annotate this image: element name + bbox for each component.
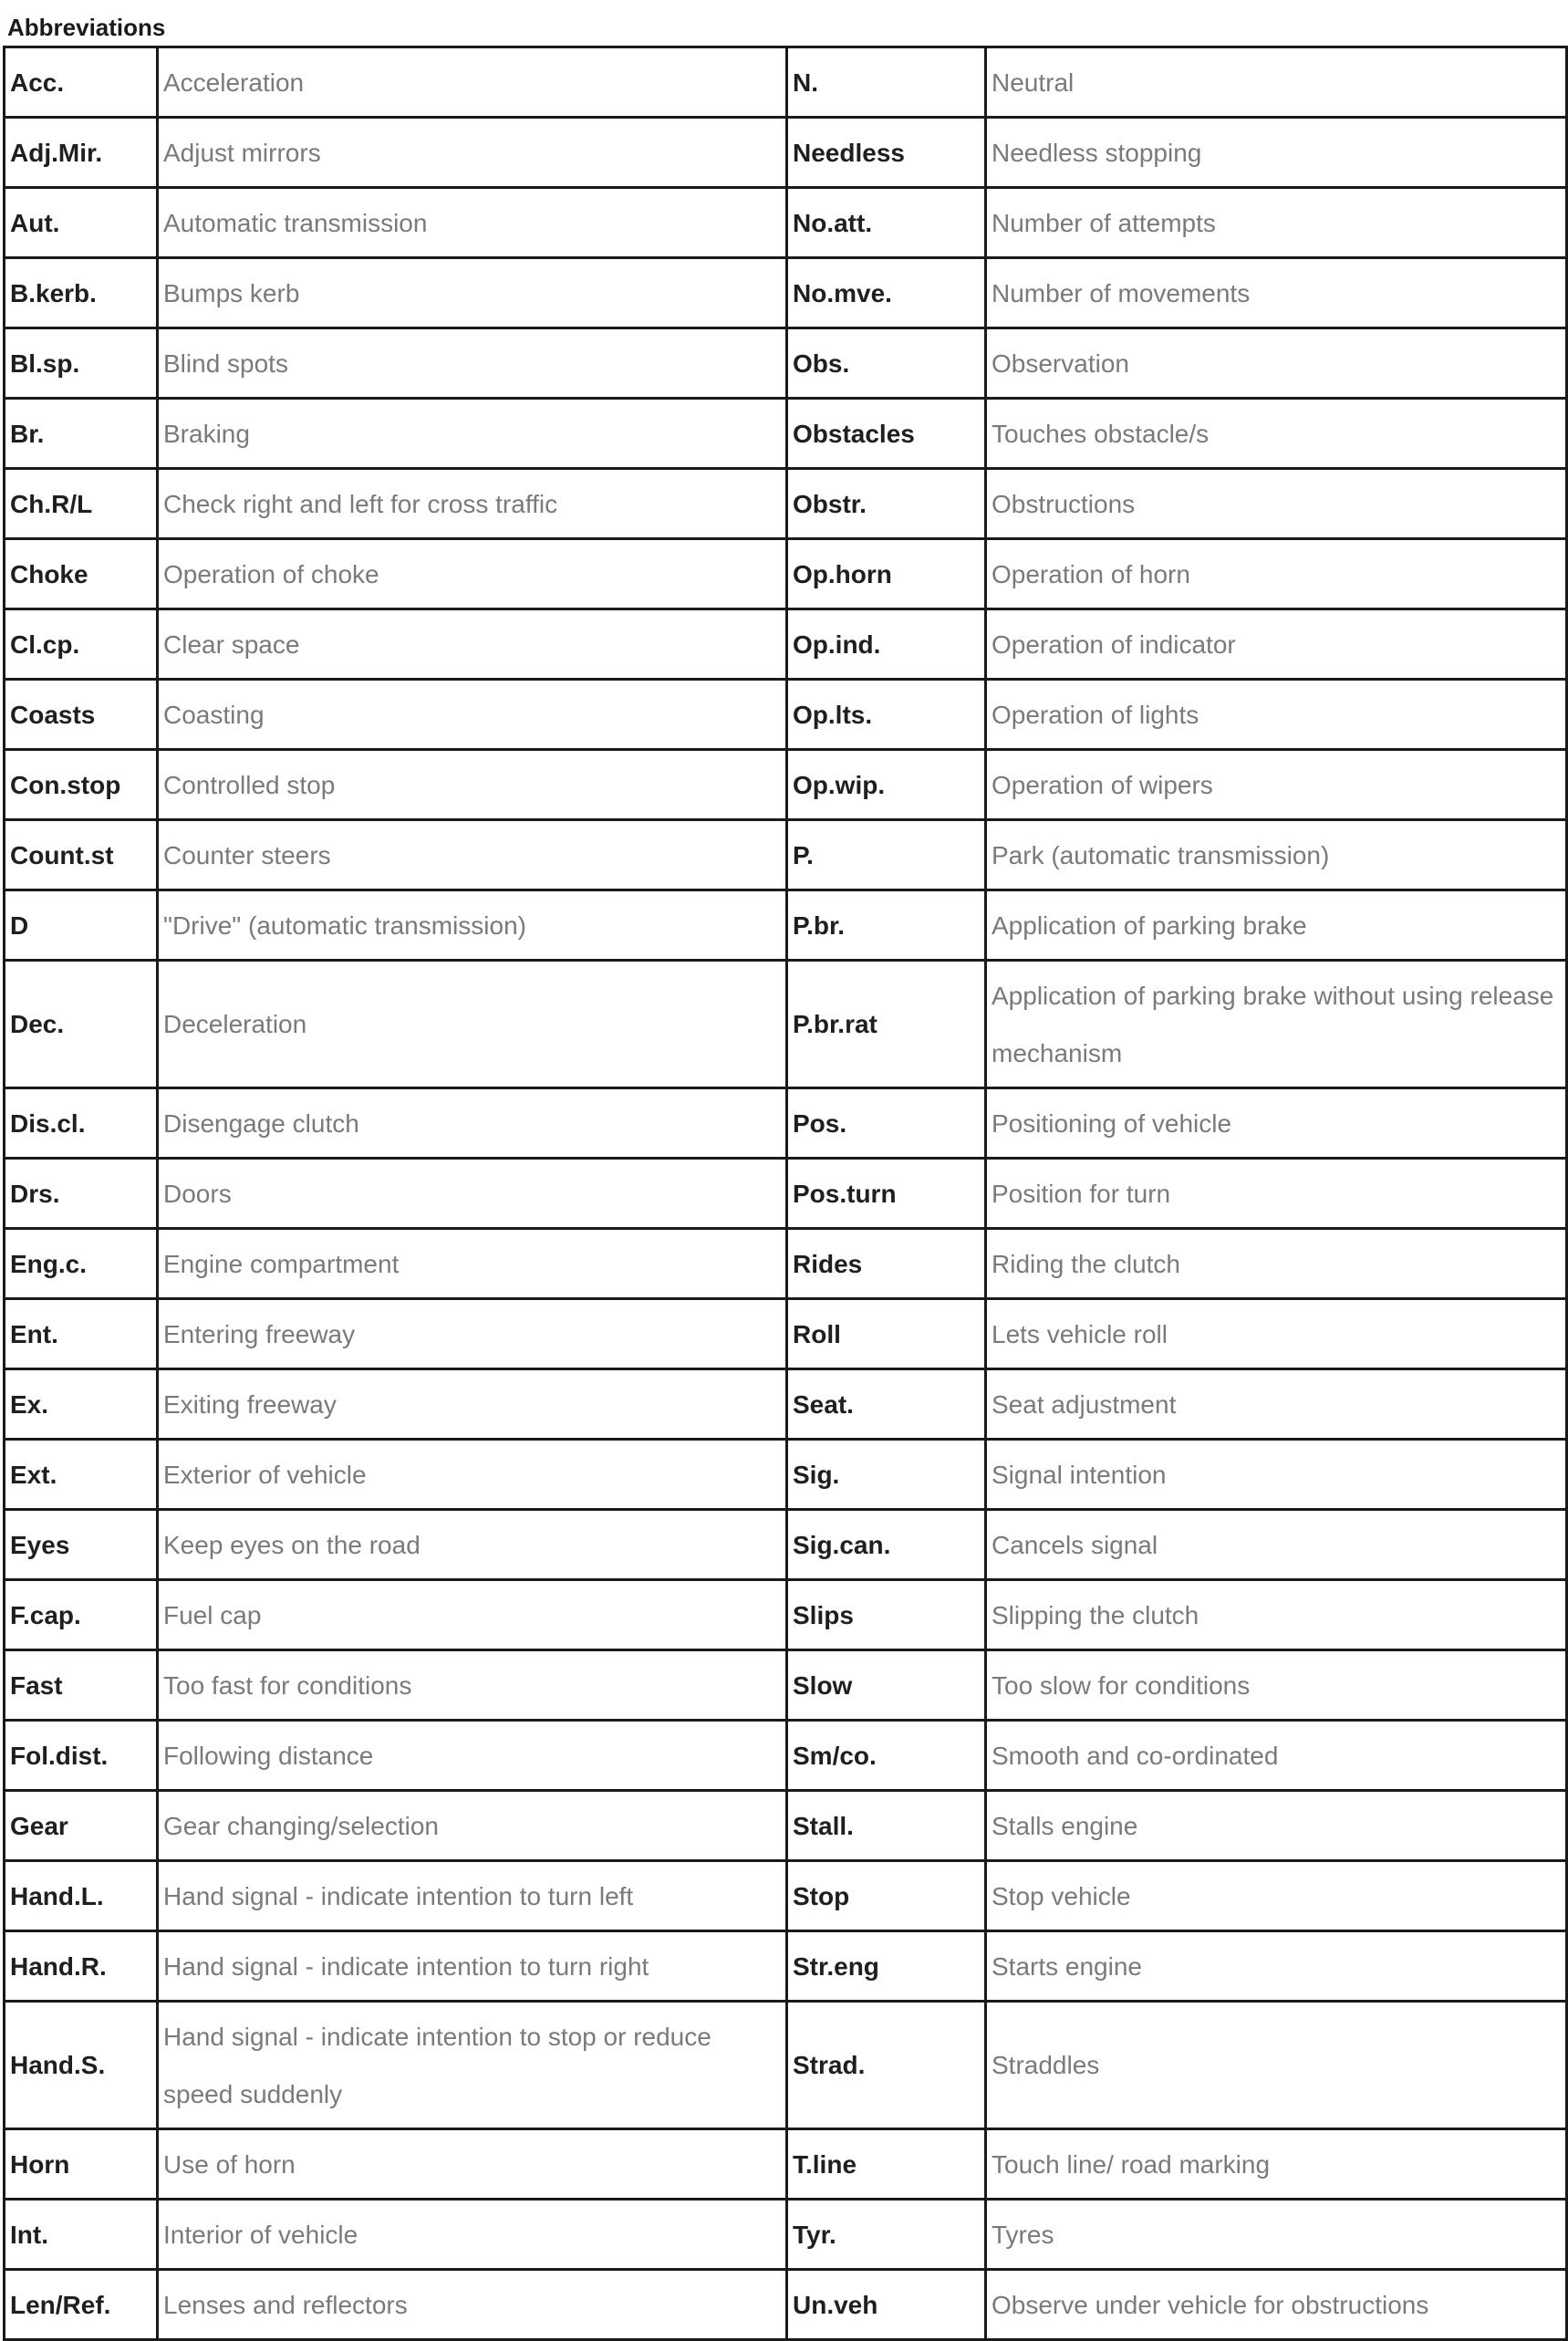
- left-abbreviation: Fol.dist.: [5, 1721, 158, 1791]
- right-meaning: Operation of lights: [986, 680, 1567, 750]
- right-meaning: Number of movements: [986, 258, 1567, 328]
- table-row: [5, 1580, 1567, 1650]
- left-abbreviation: Aut.: [5, 188, 158, 258]
- left-abbreviation: Coasts: [5, 680, 158, 750]
- left-abbreviation: Len/Ref.: [5, 2270, 158, 2340]
- left-meaning: Hand signal - indicate intention to turn right: [158, 1931, 787, 2002]
- right-meaning: Park (automatic transmission): [986, 820, 1567, 890]
- table-row: [5, 750, 1567, 820]
- table-row: [5, 2270, 1567, 2340]
- right-abbreviation: Stall.: [787, 1791, 986, 1861]
- right-meaning: Lets vehicle roll: [986, 1299, 1567, 1369]
- left-abbreviation: Hand.S.: [5, 2002, 158, 2129]
- left-abbreviation: Dis.cl.: [5, 1088, 158, 1159]
- left-meaning: Hand signal - indicate intention to turn left: [158, 1861, 787, 1931]
- right-abbreviation: Op.lts.: [787, 680, 986, 750]
- table-row: [5, 1861, 1567, 1931]
- table-row: [5, 2200, 1567, 2270]
- right-meaning: Straddles: [986, 2002, 1567, 2129]
- right-meaning: Obstructions: [986, 469, 1567, 539]
- left-abbreviation: Int.: [5, 2200, 158, 2270]
- right-meaning: Stalls engine: [986, 1791, 1567, 1861]
- left-abbreviation: Dec.: [5, 961, 158, 1088]
- right-meaning: Operation of horn: [986, 539, 1567, 609]
- right-abbreviation: Tyr.: [787, 2200, 986, 2270]
- table-row: [5, 2129, 1567, 2200]
- right-meaning: Touch line/ road marking: [986, 2129, 1567, 2200]
- right-meaning: Observation: [986, 328, 1567, 399]
- table-row: [5, 539, 1567, 609]
- right-meaning: Starts engine: [986, 1931, 1567, 2002]
- abbreviations-table: [3, 46, 1568, 2341]
- right-meaning: Signal intention: [986, 1440, 1567, 1510]
- right-meaning: Operation of indicator: [986, 609, 1567, 680]
- left-meaning: Adjust mirrors: [158, 118, 787, 188]
- left-meaning: Engine compartment: [158, 1229, 787, 1299]
- right-abbreviation: Rides: [787, 1229, 986, 1299]
- left-abbreviation: Hand.R.: [5, 1931, 158, 2002]
- right-meaning: Application of parking brake: [986, 890, 1567, 961]
- right-abbreviation: Obstacles: [787, 399, 986, 469]
- left-meaning: Following distance: [158, 1721, 787, 1791]
- right-abbreviation: Sig.: [787, 1440, 986, 1510]
- right-meaning: Riding the clutch: [986, 1229, 1567, 1299]
- left-meaning: Too fast for conditions: [158, 1650, 787, 1721]
- right-abbreviation: T.line: [787, 2129, 986, 2200]
- left-meaning: Coasting: [158, 680, 787, 750]
- left-meaning: Bumps kerb: [158, 258, 787, 328]
- left-abbreviation: Acc.: [5, 47, 158, 118]
- left-abbreviation: Eyes: [5, 1510, 158, 1580]
- left-meaning: Hand signal - indicate intention to stop or reduce speed suddenly: [158, 2002, 787, 2129]
- right-meaning: Slipping the clutch: [986, 1580, 1567, 1650]
- left-meaning: Braking: [158, 399, 787, 469]
- left-meaning: Disengage clutch: [158, 1088, 787, 1159]
- table-row: [5, 1721, 1567, 1791]
- right-abbreviation: Sig.can.: [787, 1510, 986, 1580]
- right-abbreviation: Slips: [787, 1580, 986, 1650]
- table-row: [5, 1088, 1567, 1159]
- right-meaning: Neutral: [986, 47, 1567, 118]
- table-row: [5, 1510, 1567, 1580]
- right-meaning: Application of parking brake without using release mechanism: [986, 961, 1567, 1088]
- right-abbreviation: Roll: [787, 1299, 986, 1369]
- left-meaning: Controlled stop: [158, 750, 787, 820]
- left-abbreviation: Choke: [5, 539, 158, 609]
- left-meaning: Operation of choke: [158, 539, 787, 609]
- table-row: [5, 1440, 1567, 1510]
- left-meaning: Blind spots: [158, 328, 787, 399]
- left-abbreviation: D: [5, 890, 158, 961]
- left-abbreviation: B.kerb.: [5, 258, 158, 328]
- left-abbreviation: F.cap.: [5, 1580, 158, 1650]
- right-meaning: Tyres: [986, 2200, 1567, 2270]
- table-row: [5, 1791, 1567, 1861]
- table-row: [5, 2002, 1567, 2129]
- table-row: [5, 680, 1567, 750]
- right-meaning: Observe under vehicle for obstructions: [986, 2270, 1567, 2340]
- left-abbreviation: Fast: [5, 1650, 158, 1721]
- right-abbreviation: Str.eng: [787, 1931, 986, 2002]
- right-abbreviation: P.br.: [787, 890, 986, 961]
- left-abbreviation: Ex.: [5, 1369, 158, 1440]
- left-abbreviation: Cl.cp.: [5, 609, 158, 680]
- left-meaning: Fuel cap: [158, 1580, 787, 1650]
- right-meaning: Seat adjustment: [986, 1369, 1567, 1440]
- left-meaning: Exiting freeway: [158, 1369, 787, 1440]
- left-abbreviation: Ent.: [5, 1299, 158, 1369]
- left-meaning: Use of horn: [158, 2129, 787, 2200]
- left-meaning: Interior of vehicle: [158, 2200, 787, 2270]
- table-row: [5, 469, 1567, 539]
- right-abbreviation: Stop: [787, 1861, 986, 1931]
- left-meaning: Automatic transmission: [158, 188, 787, 258]
- right-meaning: Smooth and co-ordinated: [986, 1721, 1567, 1791]
- table-row: [5, 47, 1567, 118]
- left-meaning: Gear changing/selection: [158, 1791, 787, 1861]
- right-abbreviation: Un.veh: [787, 2270, 986, 2340]
- left-abbreviation: Bl.sp.: [5, 328, 158, 399]
- right-meaning: Too slow for conditions: [986, 1650, 1567, 1721]
- left-abbreviation: Con.stop: [5, 750, 158, 820]
- table-row: [5, 1931, 1567, 2002]
- left-meaning: Deceleration: [158, 961, 787, 1088]
- right-abbreviation: Sm/co.: [787, 1721, 986, 1791]
- page-title: Abbreviations: [7, 14, 166, 41]
- table-row: [5, 1299, 1567, 1369]
- table-row: [5, 1650, 1567, 1721]
- right-abbreviation: Seat.: [787, 1369, 986, 1440]
- right-abbreviation: N.: [787, 47, 986, 118]
- left-meaning: Doors: [158, 1159, 787, 1229]
- left-abbreviation: Hand.L.: [5, 1861, 158, 1931]
- right-abbreviation: Obstr.: [787, 469, 986, 539]
- right-meaning: Number of attempts: [986, 188, 1567, 258]
- left-meaning: Lenses and reflectors: [158, 2270, 787, 2340]
- table-row: [5, 609, 1567, 680]
- left-abbreviation: Adj.Mir.: [5, 118, 158, 188]
- left-abbreviation: Count.st: [5, 820, 158, 890]
- left-abbreviation: Ch.R/L: [5, 469, 158, 539]
- table-row: [5, 961, 1567, 1088]
- table-row: [5, 1229, 1567, 1299]
- left-meaning: Counter steers: [158, 820, 787, 890]
- right-meaning: Operation of wipers: [986, 750, 1567, 820]
- left-meaning: Check right and left for cross traffic: [158, 469, 787, 539]
- table-row: [5, 399, 1567, 469]
- table-row: [5, 1369, 1567, 1440]
- left-meaning: "Drive" (automatic transmission): [158, 890, 787, 961]
- left-abbreviation: Gear: [5, 1791, 158, 1861]
- right-abbreviation: P.br.rat: [787, 961, 986, 1088]
- right-abbreviation: Op.ind.: [787, 609, 986, 680]
- left-abbreviation: Drs.: [5, 1159, 158, 1229]
- table-row: [5, 328, 1567, 399]
- right-abbreviation: Slow: [787, 1650, 986, 1721]
- table-row: [5, 820, 1567, 890]
- right-abbreviation: Obs.: [787, 328, 986, 399]
- right-meaning: Needless stopping: [986, 118, 1567, 188]
- right-meaning: Touches obstacle/s: [986, 399, 1567, 469]
- right-abbreviation: Pos.: [787, 1088, 986, 1159]
- right-meaning: Stop vehicle: [986, 1861, 1567, 1931]
- left-meaning: Acceleration: [158, 47, 787, 118]
- right-meaning: Cancels signal: [986, 1510, 1567, 1580]
- right-abbreviation: No.mve.: [787, 258, 986, 328]
- right-abbreviation: P.: [787, 820, 986, 890]
- right-abbreviation: Op.horn: [787, 539, 986, 609]
- left-meaning: Keep eyes on the road: [158, 1510, 787, 1580]
- left-meaning: Entering freeway: [158, 1299, 787, 1369]
- table-row: [5, 1159, 1567, 1229]
- right-meaning: Positioning of vehicle: [986, 1088, 1567, 1159]
- left-abbreviation: Eng.c.: [5, 1229, 158, 1299]
- right-abbreviation: Pos.turn: [787, 1159, 986, 1229]
- right-meaning: Position for turn: [986, 1159, 1567, 1229]
- right-abbreviation: Needless: [787, 118, 986, 188]
- table-row: [5, 890, 1567, 961]
- left-meaning: Exterior of vehicle: [158, 1440, 787, 1510]
- right-abbreviation: No.att.: [787, 188, 986, 258]
- left-meaning: Clear space: [158, 609, 787, 680]
- left-abbreviation: Ext.: [5, 1440, 158, 1510]
- left-abbreviation: Horn: [5, 2129, 158, 2200]
- table-row: [5, 118, 1567, 188]
- table-row: [5, 258, 1567, 328]
- table-row: [5, 188, 1567, 258]
- left-abbreviation: Br.: [5, 399, 158, 469]
- right-abbreviation: Strad.: [787, 2002, 986, 2129]
- right-abbreviation: Op.wip.: [787, 750, 986, 820]
